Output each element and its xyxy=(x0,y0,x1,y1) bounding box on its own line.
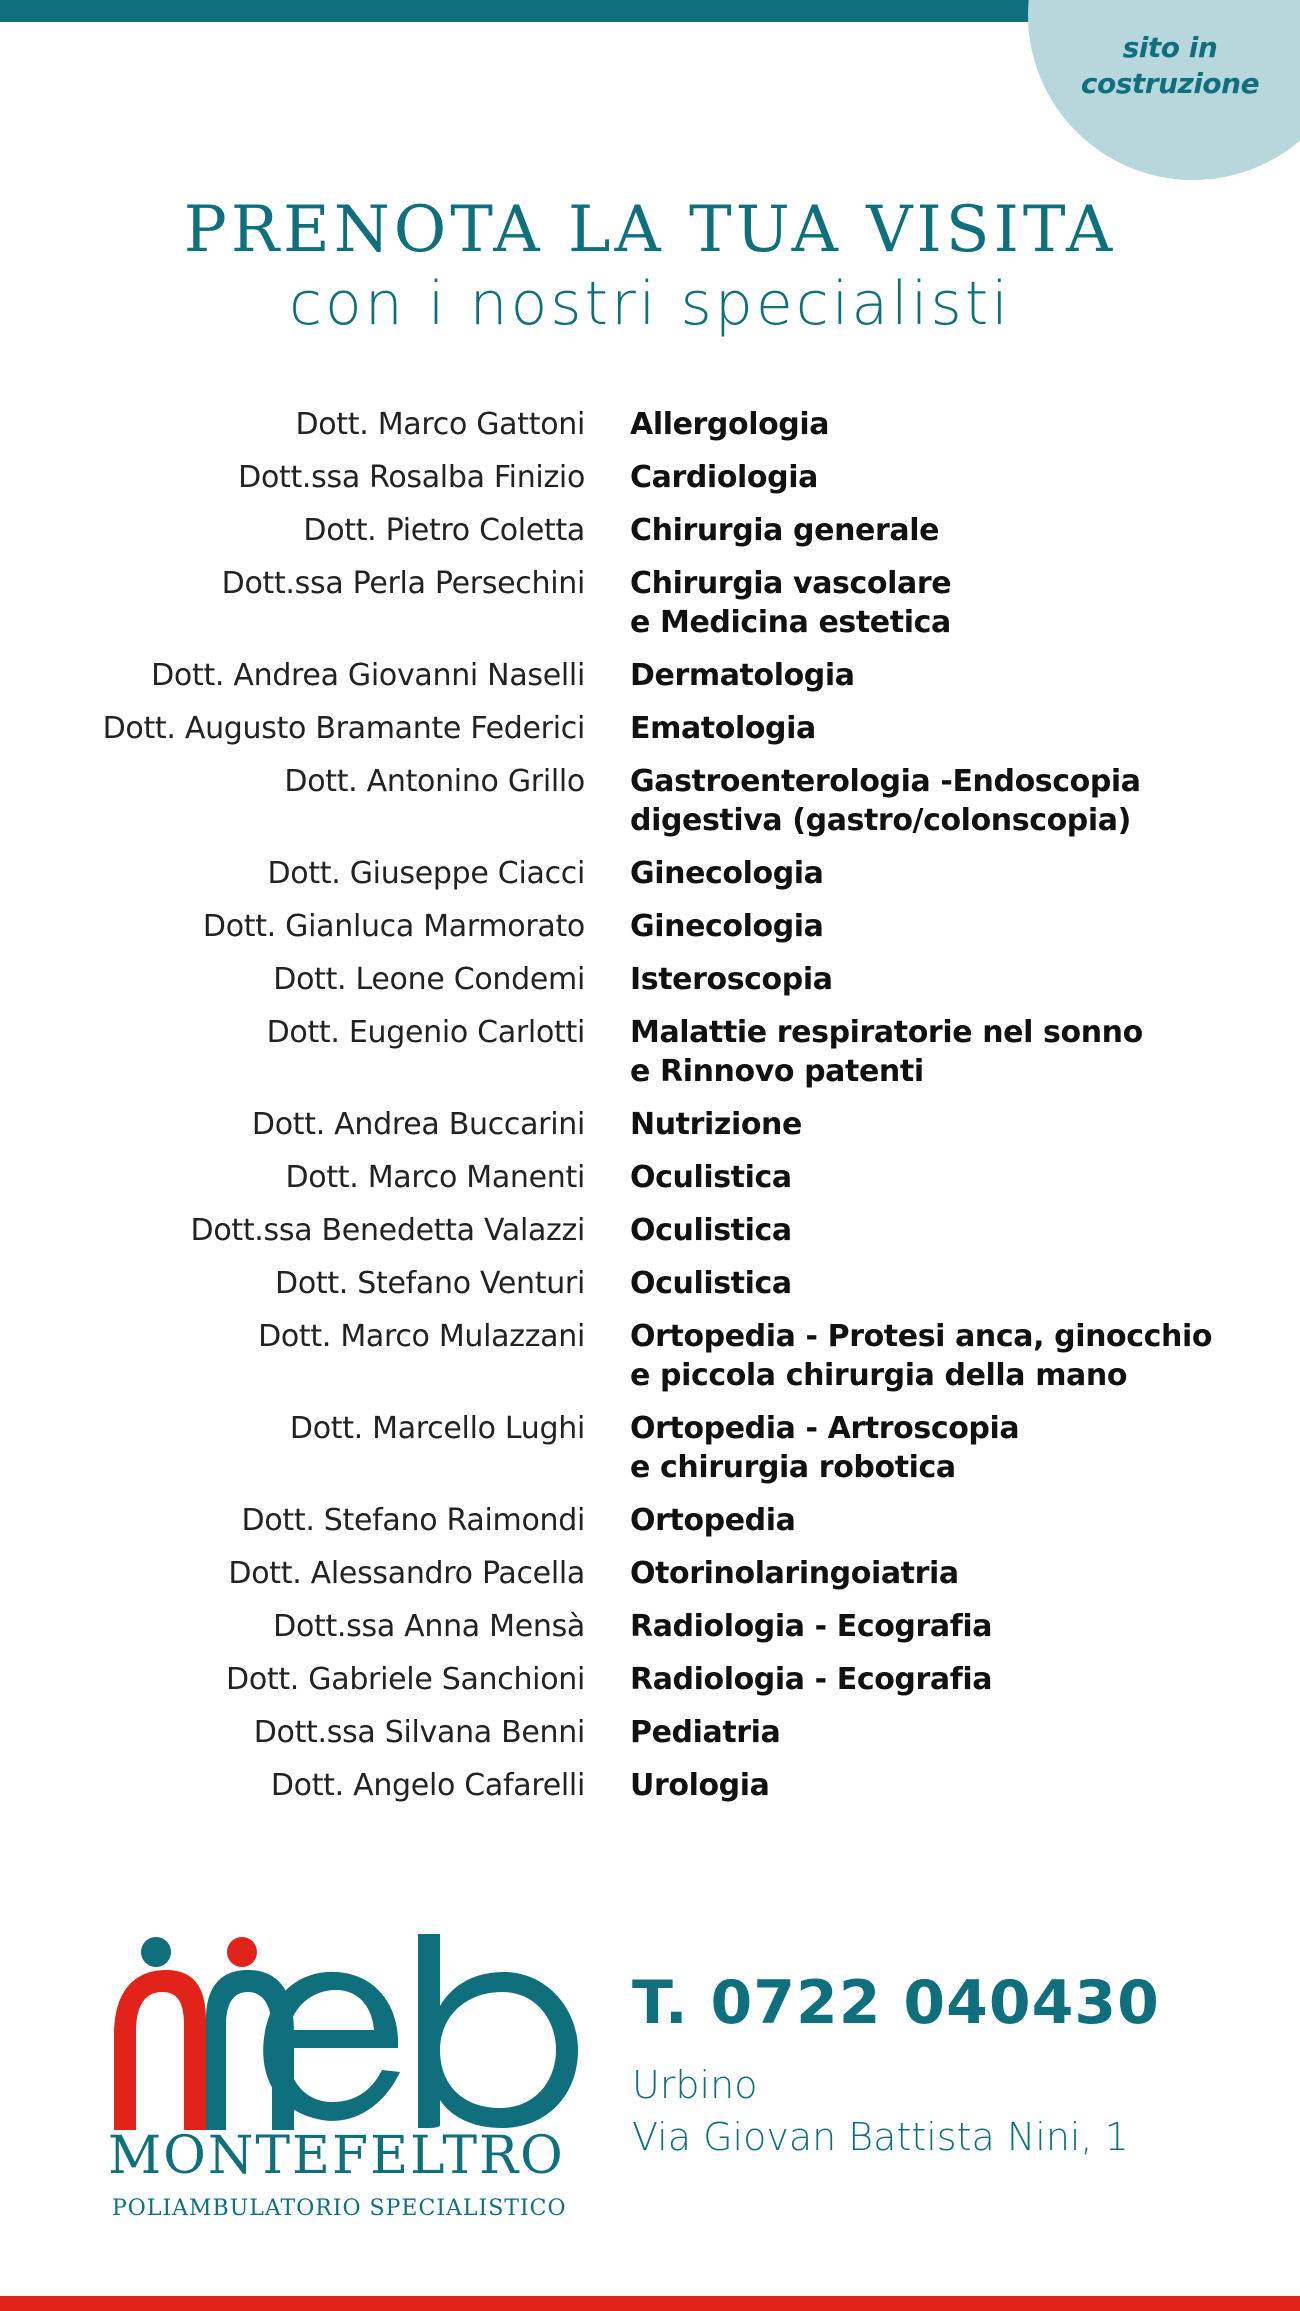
specialty xyxy=(630,1317,1270,1395)
specialty-line: Ortopedia - Artroscopia xyxy=(630,1411,1020,1446)
doctor-name: Dott.ssa Anna Mensà xyxy=(273,1609,585,1644)
top-accent-bar xyxy=(0,0,1040,22)
specialty xyxy=(630,1607,1270,1646)
city: Urbino xyxy=(632,2063,758,2107)
specialist-row xyxy=(0,405,1300,444)
logo xyxy=(100,1920,600,2230)
specialty-line: Oculistica xyxy=(630,1160,792,1195)
specialty xyxy=(630,564,1270,642)
specialty-line: Radiologia - Ecografia xyxy=(630,1662,993,1697)
specialty xyxy=(630,458,1270,497)
logo-e xyxy=(263,1972,400,2121)
specialty-line: Allergologia xyxy=(630,407,830,442)
doctor-name: Dott. Pietro Coletta xyxy=(303,513,585,548)
specialty-line: digestiva (gastro/colonscopia) xyxy=(630,803,1131,838)
specialty-line: Isteroscopia xyxy=(630,962,833,997)
doctor-name: Dott. Giuseppe Ciacci xyxy=(267,856,585,891)
specialty-line: Gastroenterologia -Endoscopia xyxy=(630,764,1141,799)
specialty xyxy=(630,907,1270,946)
specialty xyxy=(630,960,1270,999)
specialist-row xyxy=(0,1264,1300,1303)
contact-info xyxy=(632,1965,1160,2163)
specialty xyxy=(630,1013,1270,1091)
logo-d xyxy=(418,1934,578,2128)
specialty-line: Chirurgia vascolare xyxy=(630,566,952,601)
doctor-name: Dott. Andrea Giovanni Naselli xyxy=(151,658,585,693)
doctor-name: Dott. Antonino Grillo xyxy=(284,764,585,799)
specialty-line: Nutrizione xyxy=(630,1107,802,1142)
specialist-row xyxy=(0,564,1300,642)
specialist-row xyxy=(0,1409,1300,1487)
specialist-row xyxy=(0,1607,1300,1646)
specialty-line: Ginecologia xyxy=(630,856,824,891)
specialist-row xyxy=(0,1713,1300,1752)
doctor-name: Dott.ssa Benedetta Valazzi xyxy=(190,1213,585,1248)
specialty-line: Oculistica xyxy=(630,1213,792,1248)
specialty-line: Chirurgia generale xyxy=(630,513,940,548)
specialty xyxy=(630,1766,1270,1805)
logo-dot-red xyxy=(227,1937,257,1967)
specialty xyxy=(630,709,1270,748)
specialty xyxy=(630,656,1270,695)
specialty xyxy=(630,405,1270,444)
specialty-line: e chirurgia robotica xyxy=(630,1450,956,1485)
logo-dot-teal xyxy=(141,1937,171,1967)
specialist-row xyxy=(0,458,1300,497)
specialty xyxy=(630,511,1270,550)
specialty-line: Malattie respiratorie nel sonno xyxy=(630,1015,1143,1050)
specialty xyxy=(630,1501,1270,1540)
specialist-row xyxy=(0,1158,1300,1197)
specialty-line: Oculistica xyxy=(630,1266,792,1301)
doctor-name: Dott. Marco Manenti xyxy=(285,1160,585,1195)
specialty xyxy=(630,1211,1270,1250)
heading-title: PRENOTA LA TUA VISITA xyxy=(183,193,1117,267)
specialty-line: Dermatologia xyxy=(630,658,855,693)
doctor-name: Dott. Gianluca Marmorato xyxy=(202,909,585,944)
specialist-row xyxy=(0,1013,1300,1091)
doctor-name: Dott. Augusto Bramante Federici xyxy=(102,711,585,746)
specialist-row xyxy=(0,854,1300,893)
specialty xyxy=(630,1264,1270,1303)
specialist-row xyxy=(0,1211,1300,1250)
doctor-name: Dott. Stefano Raimondi xyxy=(241,1503,585,1538)
doctor-name: Dott. Leone Condemi xyxy=(273,962,585,997)
specialist-row xyxy=(0,960,1300,999)
specialist-row xyxy=(0,762,1300,840)
specialist-row xyxy=(0,1766,1300,1805)
specialist-row xyxy=(0,1501,1300,1540)
specialist-row xyxy=(0,1105,1300,1144)
page-heading xyxy=(0,190,1300,338)
doctor-name: Dott. Marco Gattoni xyxy=(295,407,585,442)
specialty xyxy=(630,1409,1270,1487)
doctor-name: Dott. Andrea Buccarini xyxy=(251,1107,585,1142)
specialist-row xyxy=(0,1317,1300,1395)
specialty xyxy=(630,854,1270,893)
specialist-row xyxy=(0,1660,1300,1699)
specialty-line: Pediatria xyxy=(630,1715,781,1750)
doctor-name: Dott.ssa Perla Persechini xyxy=(221,566,585,601)
specialty xyxy=(630,1660,1270,1699)
specialist-row xyxy=(0,656,1300,695)
specialty-line: Ginecologia xyxy=(630,909,824,944)
doctor-name: Dott. Gabriele Sanchioni xyxy=(226,1662,585,1697)
specialty xyxy=(630,1105,1270,1144)
logo-brand-name: MONTEFELTRO xyxy=(108,2126,565,2186)
logo-m-left xyxy=(114,1970,206,2130)
specialty xyxy=(630,1554,1270,1593)
doctor-name: Dott. Angelo Cafarelli xyxy=(270,1768,585,1803)
specialist-list xyxy=(0,405,1300,1819)
specialty-line: Radiologia - Ecografia xyxy=(630,1609,993,1644)
specialty xyxy=(630,1158,1270,1197)
doctor-name: Dott. Stefano Venturi xyxy=(275,1266,585,1301)
specialty-line: e piccola chirurgia della mano xyxy=(630,1358,1128,1393)
specialty-line: e Rinnovo patenti xyxy=(630,1054,924,1089)
specialty-line: Urologia xyxy=(630,1768,770,1803)
specialist-row xyxy=(0,907,1300,946)
specialist-row xyxy=(0,709,1300,748)
specialty-line: Ortopedia xyxy=(630,1503,796,1538)
bottom-accent-bar xyxy=(0,2296,1300,2311)
specialist-row xyxy=(0,1554,1300,1593)
doctor-name: Dott. Alessandro Pacella xyxy=(228,1556,585,1591)
specialty xyxy=(630,762,1270,840)
specialist-row xyxy=(0,511,1300,550)
badge-text xyxy=(1050,30,1290,102)
doctor-name: Dott. Marco Mulazzani xyxy=(258,1319,585,1354)
specialty-line: e Medicina estetica xyxy=(630,605,951,640)
med-logo-mark xyxy=(100,1920,600,2130)
specialty-line: Otorinolaringoiatria xyxy=(630,1556,959,1591)
specialty-line: Ematologia xyxy=(630,711,816,746)
doctor-name: Dott.ssa Rosalba Finizio xyxy=(238,460,585,495)
badge-line-2: costruzione xyxy=(1080,67,1260,100)
specialty-line: Ortopedia - Protesi anca, ginocchio xyxy=(630,1319,1213,1354)
address: Via Giovan Battista Nini, 1 xyxy=(632,2115,1129,2159)
logo-subtitle: POLIAMBULATORIO SPECIALISTICO xyxy=(112,2196,567,2221)
doctor-name: Dott. Eugenio Carlotti xyxy=(266,1015,585,1050)
specialty xyxy=(630,1713,1270,1752)
heading-subtitle: con i nostri specialisti xyxy=(289,269,1011,339)
phone-number[interactable]: T. 0722 040430 xyxy=(632,1968,1160,2038)
doctor-name: Dott.ssa Silvana Benni xyxy=(253,1715,585,1750)
badge-line-1: sito in xyxy=(1122,31,1218,64)
doctor-name: Dott. Marcello Lughi xyxy=(289,1411,585,1446)
specialty-line: Cardiologia xyxy=(630,460,818,495)
